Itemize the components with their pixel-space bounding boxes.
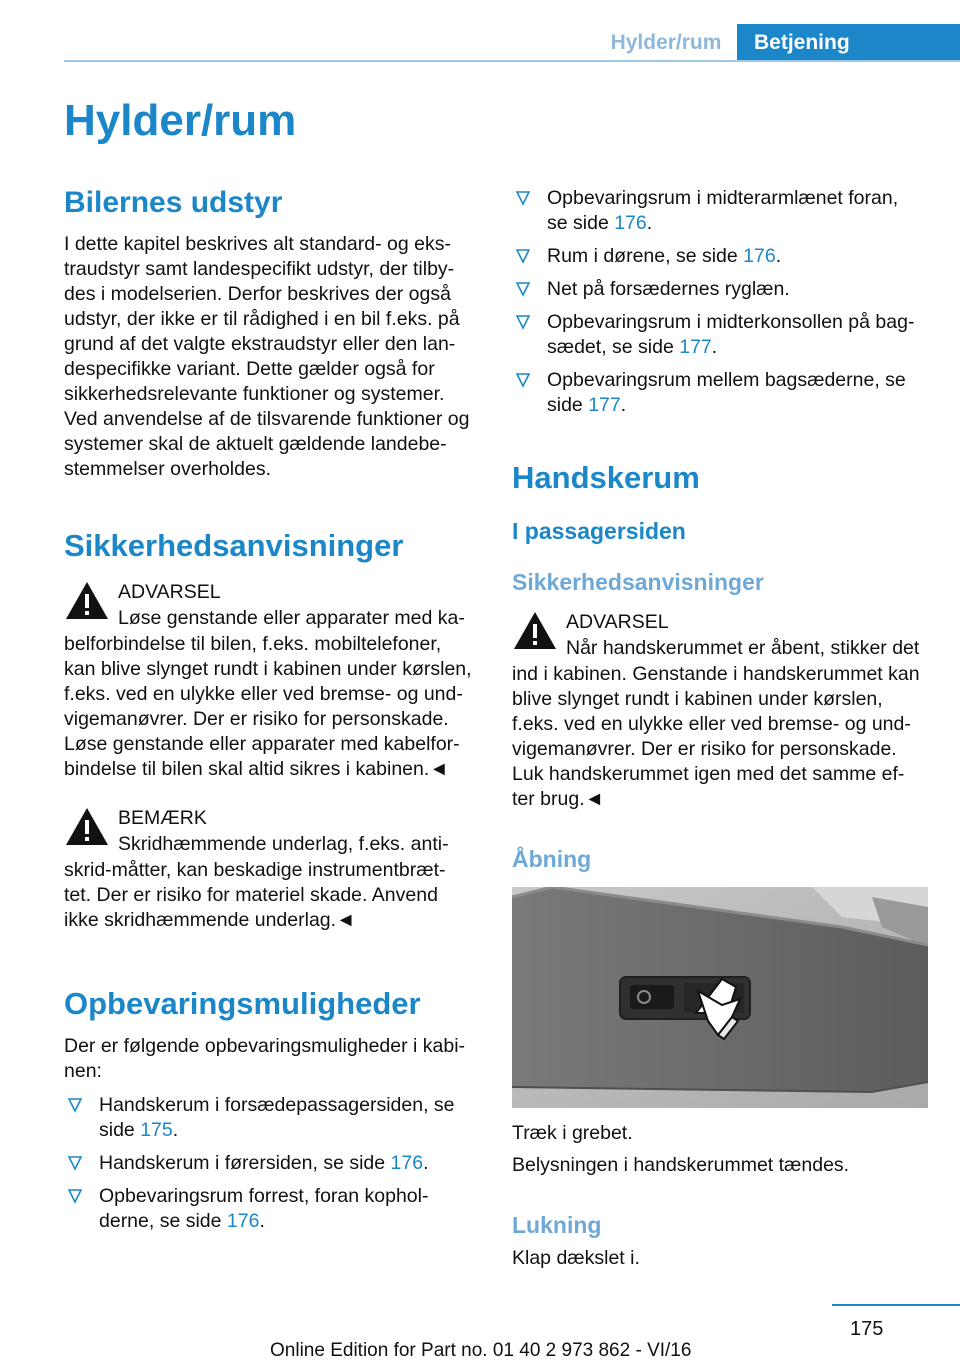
page-link-176[interactable]: 176 [226,1210,260,1232]
list-item: Opbevaringsrum i midterkonsollen på bag‐ sædet, se side 177. [512,310,932,360]
heading-abning: Åbning [512,846,592,872]
header-rule [64,60,960,62]
warning-title: ADVARSEL [566,611,669,633]
page-link-176[interactable]: 176 [390,1152,424,1174]
bullet-triangle-icon [516,280,530,298]
list-item: Handskerum i førersiden, se side 176. [64,1151,484,1176]
header-section-tab: Hylder/rum [610,31,722,54]
list-item: Handskerum i forsædepassagersiden, se side 175. [64,1093,484,1143]
warning-triangle-icon [64,580,110,621]
glovebox-illustration [512,887,928,1108]
bullet-triangle-icon [68,1096,82,1114]
warning-text: ind i kabinen. Genstande i handskerummet kan blive slynget rundt i kabinen under kørslen, f.eks. ved en ulykke eller ved bremse- og und‐ vigemanøvrer. Der er risiko for personskade. Luk handskerummet igen med det samme ef‐ ter brug.◄ [512,663,920,810]
page-link-176[interactable]: 176 [743,245,776,267]
heading-sikkerhedsanvisninger-handskerum: Sikkerhedsanvisninger [512,569,764,595]
glovebox-image [512,887,928,1108]
footer-rule [832,1304,960,1306]
page-number: 175 [850,1318,884,1340]
list-item: Opbevaringsrum forrest, foran kophol‐ derne, se side 176. [64,1184,484,1234]
lukning-step: Klap dækslet i. [512,1247,640,1269]
storage-list-left [64,1093,484,1234]
warning-title: BEMÆRK [118,807,207,829]
heading-sikkerhedsanvisninger: Sikkerhedsanvisninger [64,528,404,563]
warning-triangle-icon [512,610,558,651]
abning-note: Belysningen i handskerummet tændes. [512,1154,850,1176]
storage-list-right [512,186,932,418]
bullet-triangle-icon [68,1187,82,1205]
heading-opbevaringsmuligheder: Opbevaringsmuligheder [64,986,421,1021]
page-link-177[interactable]: 177 [588,394,621,416]
footer-edition: Online Edition for Part no. 01 40 2 973 862 - VI/16 [270,1340,692,1361]
page-link-177[interactable]: 177 [679,336,712,358]
paragraph-bilernes-udstyr: I dette kapitel beskrives alt standard- og eks‐ traudstyr samt landespecifikt udstyr, der tilby‐ des i modelserien. Derfor beskrives der også udstyr, der ikke er til rådighed i en bil f.eks. på grund af det valgte ekstraudstyr eller den lan‐ despecifikke variant. Dette gælder også for sikkerhedsrelevante funktioner og systemer. Ved anvendelse af de tilsvarende funktioner og systemer skal de aktuelt gældende landebe‐ stemmelser overholdes. [64,233,470,480]
warning-block-bemaerk [64,806,484,946]
list-item: Rum i dørene, se side 176. [512,244,932,269]
warning-block-advarsel [64,580,484,780]
abning-step: Træk i grebet. [512,1122,633,1144]
paragraph-opbevaring-intro: Der er følgende opbevaringsmuligheder i kabi‐ nen: [64,1035,466,1082]
heading-lukning: Lukning [512,1212,602,1238]
warning-first-line: Skridhæmmende underlag, f.eks. anti‐ [118,833,449,855]
bullet-triangle-icon [68,1154,82,1172]
heading-handskerum: Handskerum [512,460,700,495]
warning-first-line: Når handskerummet er åbent, stikker det [566,637,920,659]
bullet-triangle-icon [516,371,530,389]
heading-bilernes-udstyr: Bilernes udstyr [64,186,283,219]
heading-i-passagersiden: I passagersiden [512,518,686,544]
header-chapter-tab: Betjening [737,24,960,62]
list-item: Opbevaringsrum i midterarmlænet foran, se side 176. [512,186,932,236]
bullet-triangle-icon [516,189,530,207]
list-item: Net på forsædernes ryglæn. [512,277,932,302]
warning-triangle-icon [64,806,110,847]
page-link-175[interactable]: 175 [140,1119,173,1141]
warning-first-line: Løse genstande eller apparater med ka‐ [118,607,465,629]
warning-text: skrid-måtter, kan beskadige instrumentbræt‐ tet. Der er risiko for materiel skade. Anvend ikke skridhæmmende underlag.◄ [64,859,446,931]
warning-text: belforbindelse til bilen, f.eks. mobiltelefoner, kan blive slynget rundt i kabinen under kørslen, f.eks. ved en ulykke eller ved bremse- og und‐ vigemanøvrer. Der er risiko for personskade. Løse genstande eller apparater med kabelfor‐ bindelse til bilen skal altid sikres i kabinen.◄ [64,633,472,780]
page-link-176[interactable]: 176 [614,212,647,234]
bullet-triangle-icon [516,247,530,265]
page-title: Hylder/rum [64,96,297,145]
warning-title: ADVARSEL [118,581,221,603]
list-item: Opbevaringsrum mellem bagsæderne, se side 177. [512,368,932,418]
warning-block-handskerum [512,610,932,820]
bullet-triangle-icon [516,313,530,331]
